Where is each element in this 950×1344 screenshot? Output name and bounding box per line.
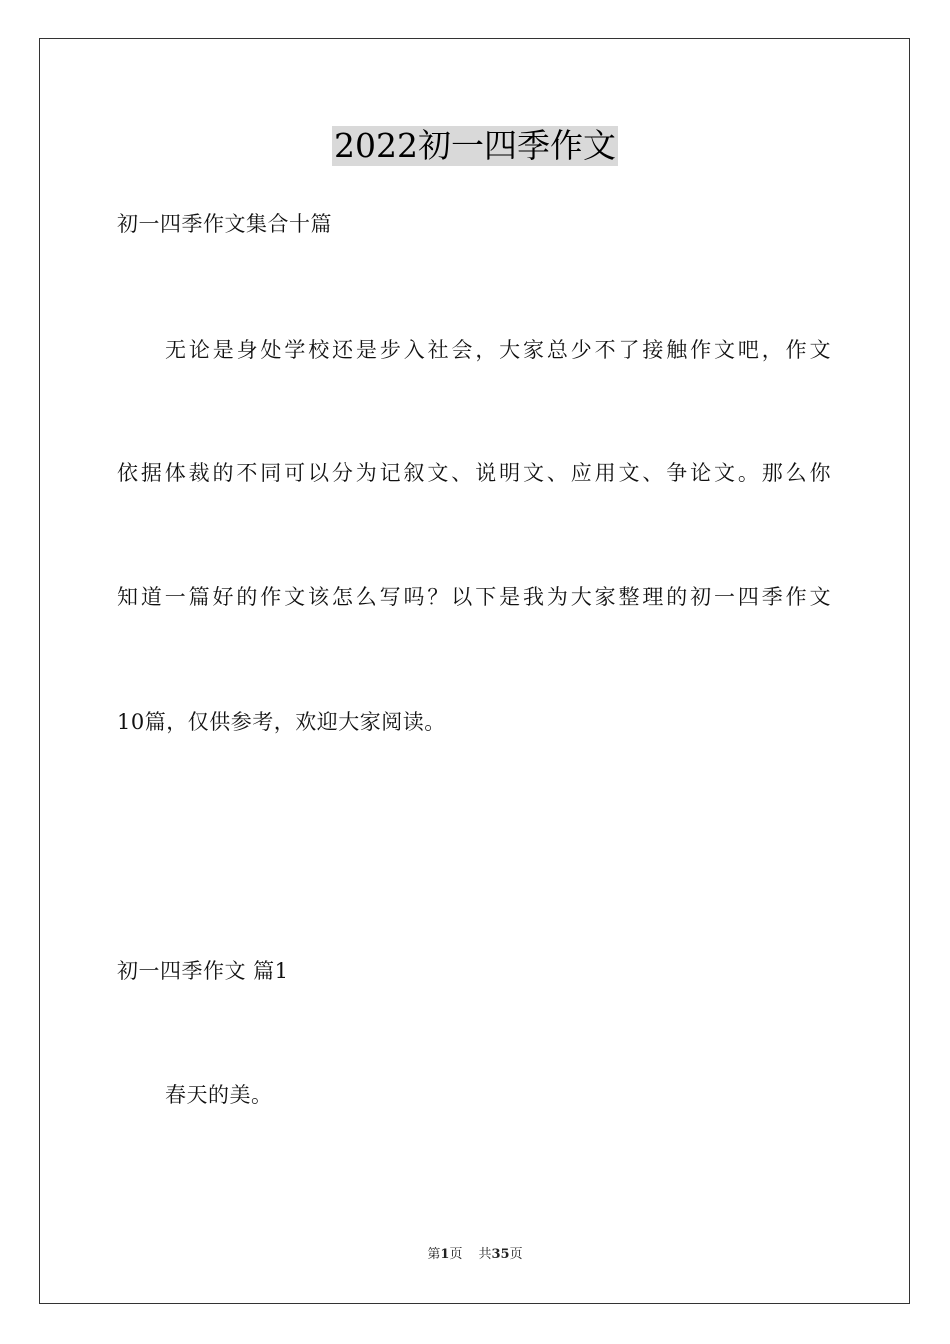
footer-total-suffix: 页 xyxy=(509,1247,523,1262)
intro-line-4: 10篇，仅供参考，欢迎大家阅读。 xyxy=(117,710,446,734)
footer-page-total: 35 xyxy=(491,1247,510,1262)
document-title: 2022初一四季作文 xyxy=(334,126,616,165)
intro-line-1: 无论是身处学校还是步入社会，大家总少不了接触作文吧，作文 xyxy=(165,338,831,362)
section-heading: 初一四季作文 篇1 xyxy=(117,959,289,983)
footer-page-current: 1 xyxy=(440,1247,450,1262)
footer-page-prefix: 第 xyxy=(427,1247,441,1262)
footer-page-suffix: 页 xyxy=(449,1247,463,1262)
page-footer xyxy=(0,1246,950,1264)
document-subtitle: 初一四季作文集合十篇 xyxy=(117,212,332,236)
section-first-line: 春天的美。 xyxy=(165,1083,273,1107)
intro-line-3: 知道一篇好的作文该怎么写吗？以下是我为大家整理的初一四季作文 xyxy=(117,585,831,609)
intro-line-2: 依据体裁的不同可以分为记叙文、说明文、应用文、争论文。那么你 xyxy=(117,461,831,485)
footer-total-prefix: 共 xyxy=(478,1247,492,1262)
title-container xyxy=(0,126,950,166)
